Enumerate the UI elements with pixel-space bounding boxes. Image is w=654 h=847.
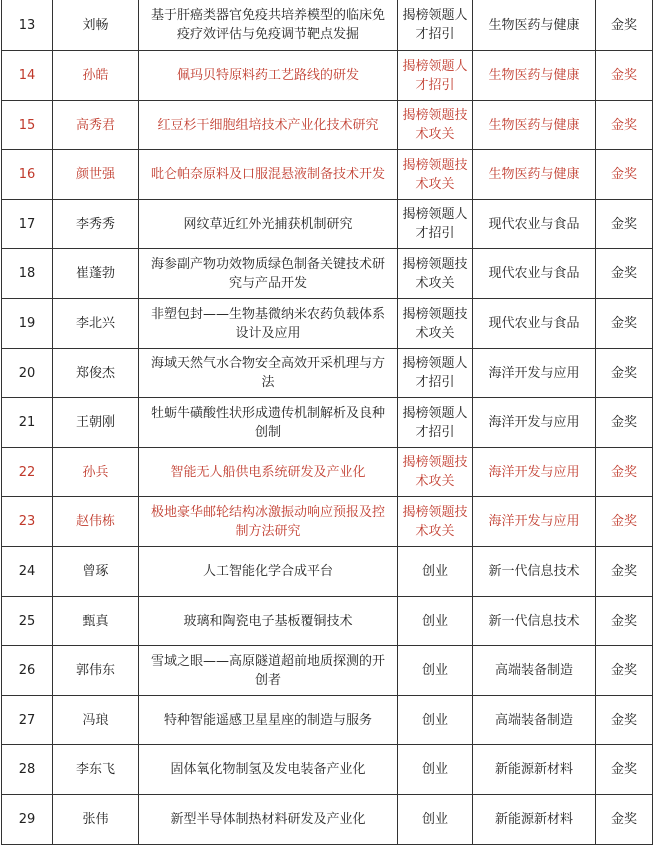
table-row xyxy=(2,101,653,150)
category-type-cell: 揭榜领题人才招引 xyxy=(398,349,473,398)
row-number-cell: 28 xyxy=(2,745,53,795)
award-cell: 金奖 xyxy=(596,547,653,597)
winner-name-cell: 高秀君 xyxy=(53,101,139,150)
row-number-cell: 27 xyxy=(2,696,53,745)
category-type-cell: 揭榜领题技术攻关 xyxy=(398,497,473,547)
award-cell: 金奖 xyxy=(596,101,653,150)
winner-name-cell: 张伟 xyxy=(53,795,139,845)
project-title-cell: 海参副产物功效物质绿色制备关键技术研究与产品开发 xyxy=(139,249,398,299)
category-type-cell: 创业 xyxy=(398,646,473,696)
award-cell: 金奖 xyxy=(596,597,653,646)
table-row xyxy=(2,51,653,101)
table-row xyxy=(2,696,653,745)
field-cell: 生物医药与健康 xyxy=(473,101,596,150)
award-table-body xyxy=(2,0,653,845)
winner-name-cell: 孙皓 xyxy=(53,51,139,101)
row-number-cell: 21 xyxy=(2,398,53,448)
project-title-cell: 玻璃和陶瓷电子基板覆铜技术 xyxy=(139,597,398,646)
table-row xyxy=(2,497,653,547)
project-title-cell: 牡蛎牛磺酸性状形成遗传机制解析及良种创制 xyxy=(139,398,398,448)
project-title-cell: 智能无人船供电系统研发及产业化 xyxy=(139,448,398,497)
winner-name-cell: 李秀秀 xyxy=(53,200,139,249)
winner-name-cell: 刘畅 xyxy=(53,0,139,51)
project-title-cell: 新型半导体制热材料研发及产业化 xyxy=(139,795,398,845)
field-cell: 海洋开发与应用 xyxy=(473,448,596,497)
winner-name-cell: 李东飞 xyxy=(53,745,139,795)
row-number-cell: 23 xyxy=(2,497,53,547)
award-cell: 金奖 xyxy=(596,51,653,101)
table-row xyxy=(2,398,653,448)
table-row xyxy=(2,646,653,696)
field-cell: 生物医药与健康 xyxy=(473,0,596,51)
category-type-cell: 揭榜领题人才招引 xyxy=(398,51,473,101)
award-cell: 金奖 xyxy=(596,150,653,200)
award-cell: 金奖 xyxy=(596,349,653,398)
winner-name-cell: 崔蓬勃 xyxy=(53,249,139,299)
field-cell: 海洋开发与应用 xyxy=(473,398,596,448)
field-cell: 现代农业与食品 xyxy=(473,299,596,349)
winner-name-cell: 甄真 xyxy=(53,597,139,646)
project-title-cell: 吡仑帕奈原料及口服混悬液制备技术开发 xyxy=(139,150,398,200)
field-cell: 海洋开发与应用 xyxy=(473,497,596,547)
category-type-cell: 揭榜领题技术攻关 xyxy=(398,101,473,150)
table-row xyxy=(2,299,653,349)
field-cell: 生物医药与健康 xyxy=(473,51,596,101)
row-number-cell: 29 xyxy=(2,795,53,845)
award-cell: 金奖 xyxy=(596,0,653,51)
row-number-cell: 16 xyxy=(2,150,53,200)
field-cell: 高端装备制造 xyxy=(473,696,596,745)
award-cell: 金奖 xyxy=(596,398,653,448)
row-number-cell: 22 xyxy=(2,448,53,497)
table-row xyxy=(2,547,653,597)
award-cell: 金奖 xyxy=(596,200,653,249)
category-type-cell: 创业 xyxy=(398,597,473,646)
project-title-cell: 固体氧化物制氢及发电装备产业化 xyxy=(139,745,398,795)
row-number-cell: 15 xyxy=(2,101,53,150)
category-type-cell: 创业 xyxy=(398,745,473,795)
table-row xyxy=(2,349,653,398)
row-number-cell: 20 xyxy=(2,349,53,398)
table-row xyxy=(2,795,653,845)
project-title-cell: 海域天然气水合物安全高效开采机理与方法 xyxy=(139,349,398,398)
category-type-cell: 揭榜领题技术攻关 xyxy=(398,249,473,299)
field-cell: 新能源新材料 xyxy=(473,795,596,845)
category-type-cell: 揭榜领题人才招引 xyxy=(398,0,473,51)
category-type-cell: 揭榜领题技术攻关 xyxy=(398,299,473,349)
winner-name-cell: 赵伟栋 xyxy=(53,497,139,547)
project-title-cell: 基于肝癌类器官免疫共培养模型的临床免疫疗效评估与免疫调节靶点发掘 xyxy=(139,0,398,51)
row-number-cell: 19 xyxy=(2,299,53,349)
table-row xyxy=(2,200,653,249)
table-row xyxy=(2,448,653,497)
award-cell: 金奖 xyxy=(596,249,653,299)
table-row xyxy=(2,597,653,646)
category-type-cell: 揭榜领题技术攻关 xyxy=(398,150,473,200)
award-cell: 金奖 xyxy=(596,795,653,845)
category-type-cell: 揭榜领题人才招引 xyxy=(398,398,473,448)
winner-name-cell: 冯琅 xyxy=(53,696,139,745)
table-row xyxy=(2,0,653,51)
field-cell: 现代农业与食品 xyxy=(473,249,596,299)
category-type-cell: 创业 xyxy=(398,547,473,597)
row-number-cell: 18 xyxy=(2,249,53,299)
row-number-cell: 14 xyxy=(2,51,53,101)
winner-name-cell: 李北兴 xyxy=(53,299,139,349)
project-title-cell: 佩玛贝特原料药工艺路线的研发 xyxy=(139,51,398,101)
category-type-cell: 揭榜领题技术攻关 xyxy=(398,448,473,497)
field-cell: 新一代信息技术 xyxy=(473,547,596,597)
category-type-cell: 揭榜领题人才招引 xyxy=(398,200,473,249)
category-type-cell: 创业 xyxy=(398,696,473,745)
table-row xyxy=(2,150,653,200)
award-cell: 金奖 xyxy=(596,497,653,547)
award-table xyxy=(1,0,653,845)
project-title-cell: 网纹草近红外光捕获机制研究 xyxy=(139,200,398,249)
field-cell: 新能源新材料 xyxy=(473,745,596,795)
project-title-cell: 红豆杉干细胞组培技术产业化技术研究 xyxy=(139,101,398,150)
field-cell: 高端装备制造 xyxy=(473,646,596,696)
row-number-cell: 24 xyxy=(2,547,53,597)
field-cell: 现代农业与食品 xyxy=(473,200,596,249)
winner-name-cell: 孙兵 xyxy=(53,448,139,497)
table-row xyxy=(2,249,653,299)
award-cell: 金奖 xyxy=(596,299,653,349)
award-cell: 金奖 xyxy=(596,696,653,745)
award-cell: 金奖 xyxy=(596,448,653,497)
award-cell: 金奖 xyxy=(596,745,653,795)
field-cell: 海洋开发与应用 xyxy=(473,349,596,398)
row-number-cell: 25 xyxy=(2,597,53,646)
table-row xyxy=(2,745,653,795)
winner-name-cell: 郑俊杰 xyxy=(53,349,139,398)
category-type-cell: 创业 xyxy=(398,795,473,845)
row-number-cell: 26 xyxy=(2,646,53,696)
project-title-cell: 非塑包封——生物基微纳米农药负载体系设计及应用 xyxy=(139,299,398,349)
winner-name-cell: 王朝刚 xyxy=(53,398,139,448)
row-number-cell: 13 xyxy=(2,0,53,51)
project-title-cell: 人工智能化学合成平台 xyxy=(139,547,398,597)
row-number-cell: 17 xyxy=(2,200,53,249)
field-cell: 生物医药与健康 xyxy=(473,150,596,200)
project-title-cell: 极地豪华邮轮结构冰激振动响应预报及控制方法研究 xyxy=(139,497,398,547)
project-title-cell: 特种智能遥感卫星星座的制造与服务 xyxy=(139,696,398,745)
award-cell: 金奖 xyxy=(596,646,653,696)
winner-name-cell: 颜世强 xyxy=(53,150,139,200)
winner-name-cell: 曾琢 xyxy=(53,547,139,597)
project-title-cell: 雪域之眼——高原隧道超前地质探测的开创者 xyxy=(139,646,398,696)
winner-name-cell: 郭伟东 xyxy=(53,646,139,696)
field-cell: 新一代信息技术 xyxy=(473,597,596,646)
